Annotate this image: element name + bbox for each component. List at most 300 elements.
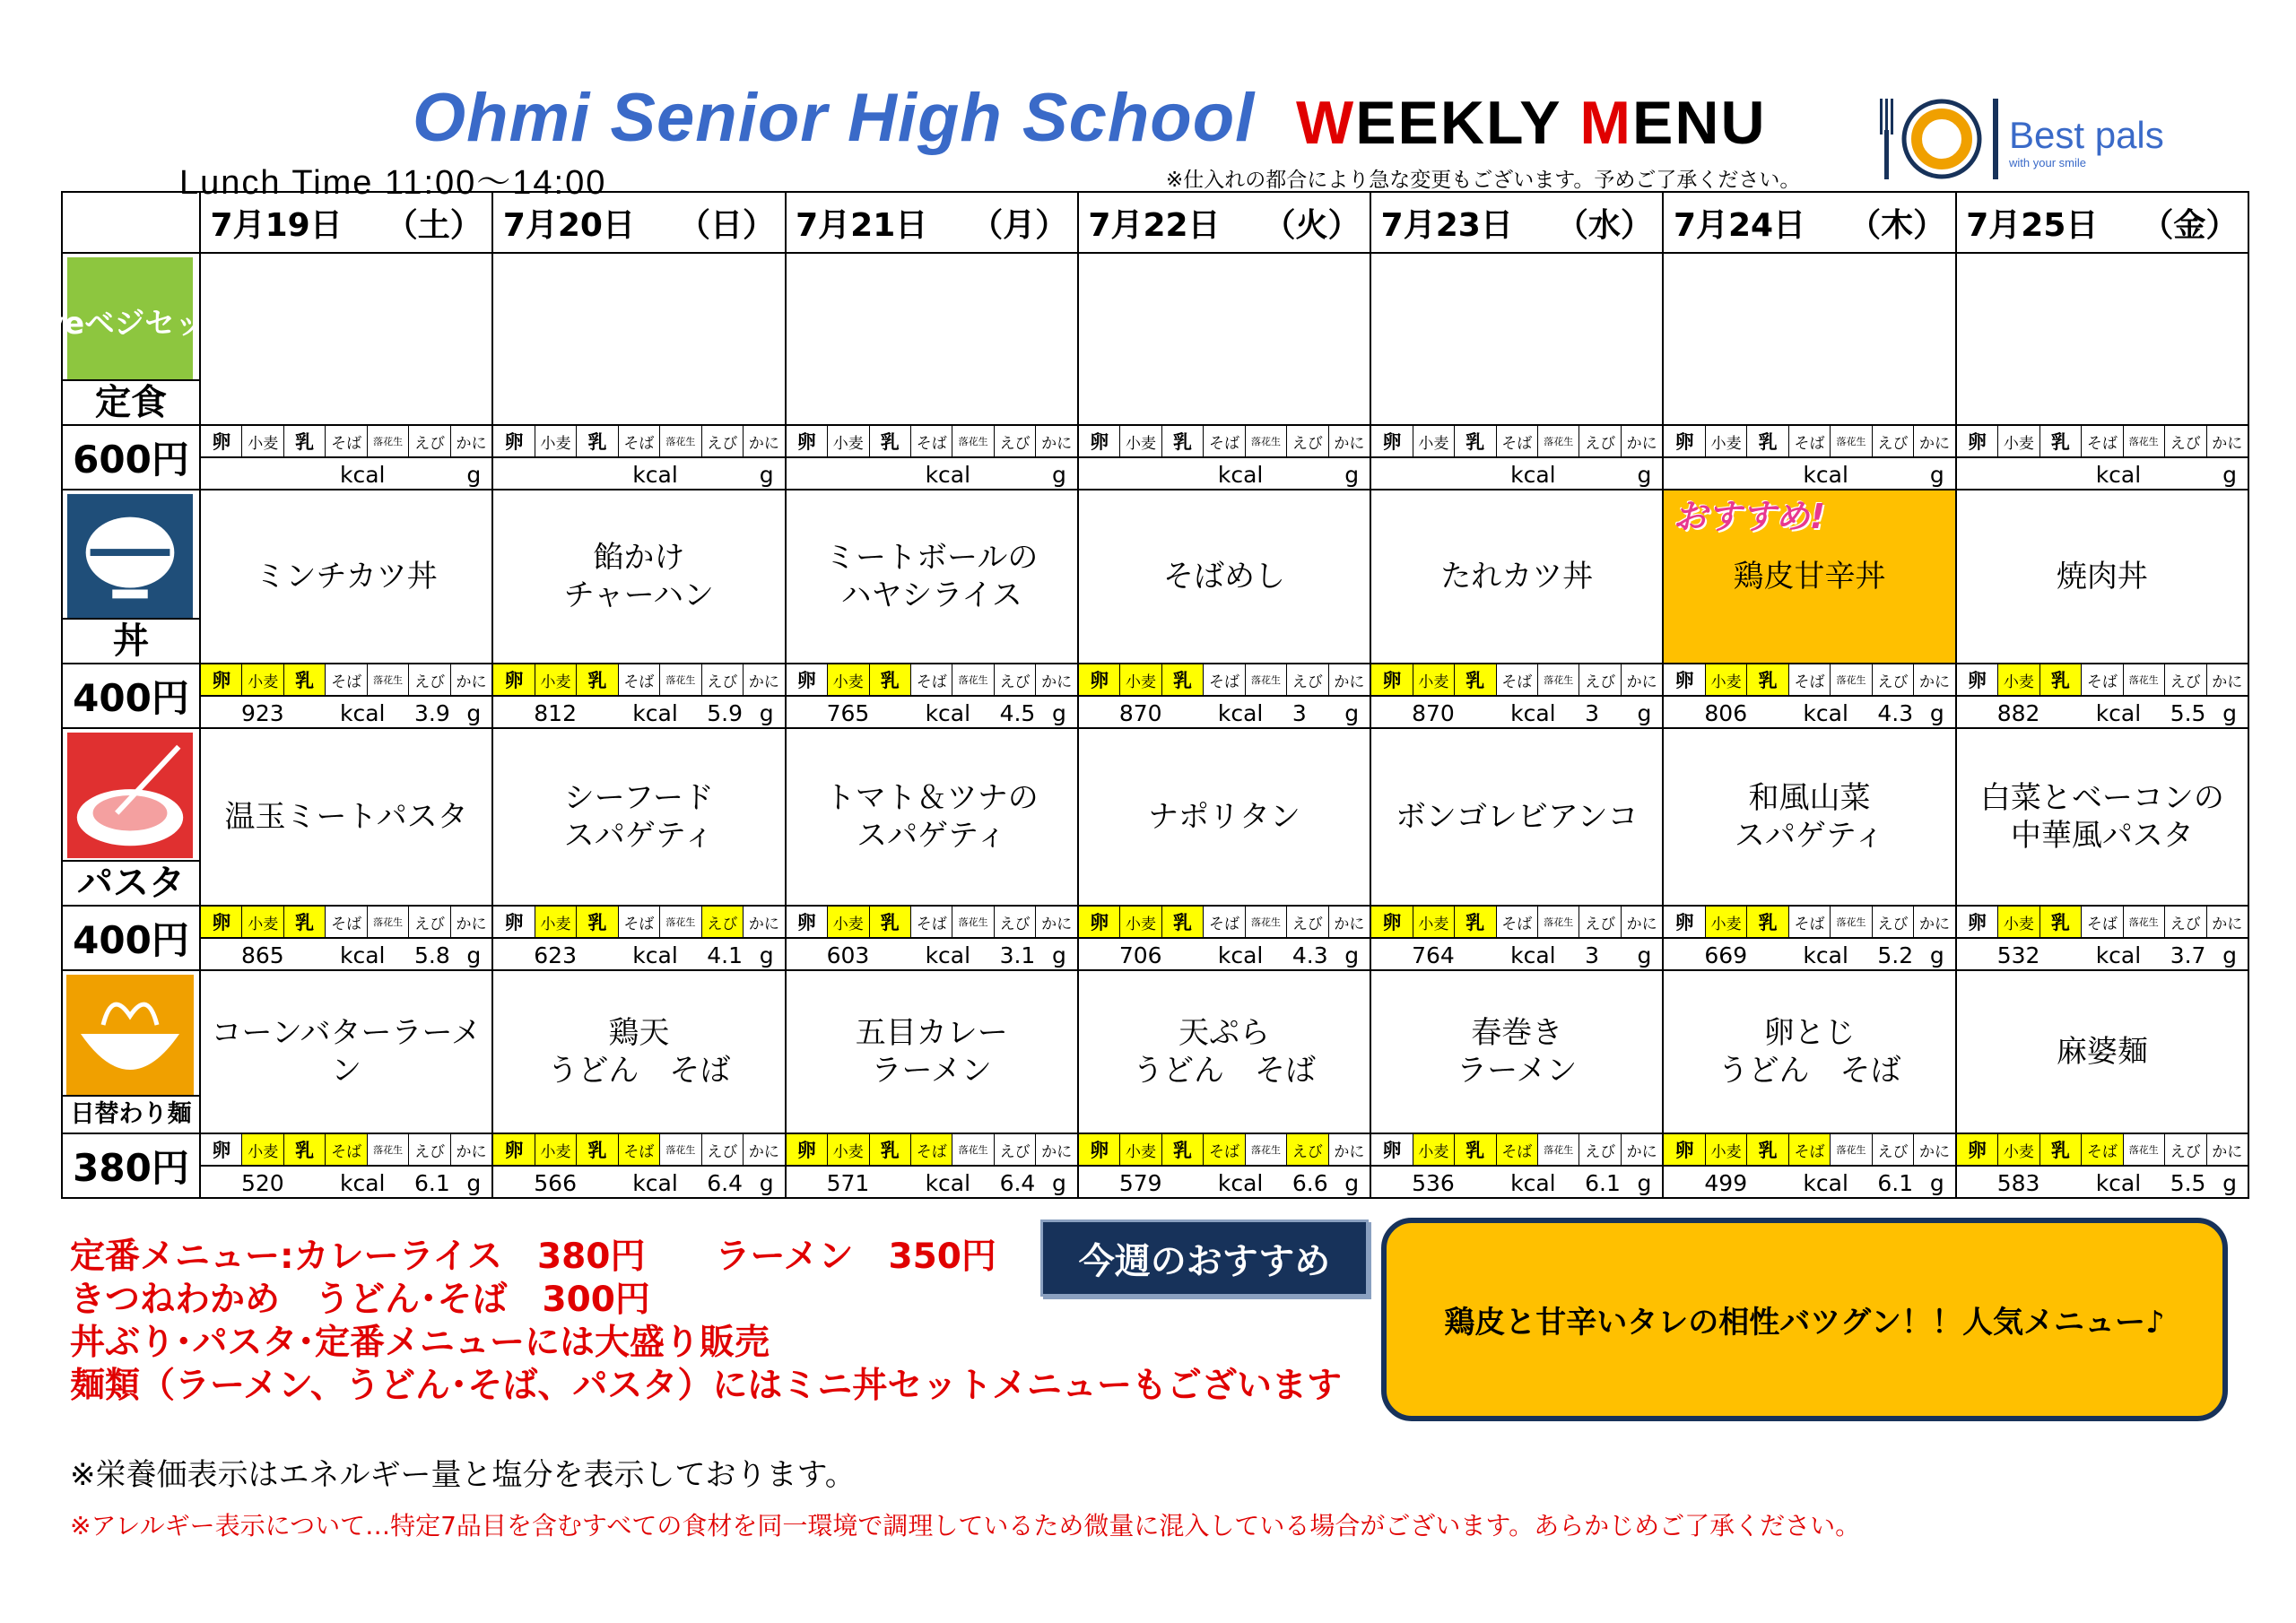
dish-name-line: たれカツ丼 — [1440, 559, 1594, 595]
allergen-list — [201, 664, 491, 695]
allergen-tag: 乳 — [1162, 664, 1204, 695]
allergen-tag: 乳 — [1747, 664, 1788, 695]
allergen-tag: 落花生 — [1538, 426, 1579, 456]
allergen-list — [1079, 1134, 1370, 1165]
kcal-value: 669 — [1704, 942, 1748, 968]
nutrition-values — [787, 458, 1077, 489]
allergen-tag: えび — [2165, 907, 2206, 937]
allergen-tag: 乳 — [577, 907, 618, 937]
nutrition-values — [1957, 1167, 2248, 1197]
dish-name-line: 温玉ミートパスタ — [224, 799, 468, 835]
allergen-tag: かに — [2212, 915, 2243, 933]
dish-cell — [1956, 970, 2248, 1133]
category-label-veggie: 定食 — [63, 379, 199, 424]
allergen-tag: 卵 — [1664, 426, 1705, 456]
salt-unit: g — [1637, 462, 1652, 488]
allergen-tag: 小麦 — [242, 664, 283, 695]
allergen-tag: 乳 — [1747, 1134, 1788, 1165]
salt-unit: g — [1051, 700, 1066, 726]
dish-name-line: 餡かけ — [593, 540, 685, 576]
allergen-tag: そば — [326, 426, 367, 456]
dish-cell — [786, 970, 1078, 1133]
allergen-tag: かに — [1918, 915, 1950, 933]
allergen-tag: かに — [1041, 434, 1073, 453]
allergen-tag: そば — [2082, 426, 2123, 456]
nutrition-values — [787, 1167, 1077, 1197]
dish-cell — [492, 728, 785, 906]
dish-cell — [200, 253, 492, 425]
allergen-tag: 落花生 — [1831, 907, 1872, 937]
salt-unit: g — [1637, 942, 1652, 968]
nutrition-cell — [200, 696, 492, 728]
kcal-value: 499 — [1704, 1170, 1748, 1196]
dish-name-line: ボンゴレビアンコ — [1395, 799, 1639, 835]
date-label: 7月24日 — [1673, 206, 1806, 244]
allergen-tag: 乳 — [284, 907, 326, 937]
allergen-list — [1371, 1134, 1662, 1165]
allergen-list — [1957, 426, 2248, 456]
kcal-unit: kcal — [925, 700, 971, 726]
dish-name-line: 鶏天 — [608, 1015, 670, 1051]
kcal-unit: kcal — [340, 462, 386, 488]
allergen-tag: 卵 — [1664, 907, 1705, 937]
allergen-cell — [1956, 664, 2248, 696]
salt-unit: g — [2222, 462, 2237, 488]
allergen-list — [493, 426, 784, 456]
allergen-list — [493, 907, 784, 937]
allergen-tag: かに — [1626, 673, 1657, 691]
salt-value: 3.9 — [414, 700, 450, 726]
allergen-tag: 落花生 — [1246, 664, 1287, 695]
allergen-tag: 落花生 — [660, 1134, 701, 1165]
salt-value: 5.9 — [707, 700, 744, 726]
nutrition-cell — [1370, 696, 1663, 728]
allergen-tag: 卵 — [1371, 907, 1413, 937]
category-label-pasta: パスタ — [63, 860, 199, 905]
nutrition-cell — [1078, 1166, 1370, 1198]
salt-unit: g — [1344, 462, 1360, 488]
allergen-list — [1957, 1134, 2248, 1165]
allergen-tag: えび — [702, 907, 744, 937]
allergen-tag: えび — [2165, 664, 2206, 695]
weekly-w: W — [1296, 89, 1356, 157]
salt-value: 5.2 — [1877, 942, 1914, 968]
nutrition-cell — [1370, 457, 1663, 490]
allergen-cell — [786, 664, 1078, 696]
allergen-cell — [1370, 425, 1663, 457]
price-don: 400円 — [62, 664, 200, 728]
allergen-list — [1371, 907, 1662, 937]
allergen-tag: そば — [619, 907, 660, 937]
allergen-list — [1664, 664, 1954, 695]
date-header — [492, 192, 785, 253]
nutrition-cell — [1078, 696, 1370, 728]
nutrition-cell — [492, 696, 785, 728]
kcal-value: 583 — [1996, 1170, 2040, 1196]
nutrition-values — [1371, 697, 1662, 727]
allergen-list — [201, 426, 491, 456]
nutrition-cell — [1956, 1166, 2248, 1198]
nutrition-cell — [1956, 696, 2248, 728]
allergen-tag: そば — [326, 664, 367, 695]
salt-unit: g — [759, 700, 774, 726]
dish-name-line: 麻婆麺 — [2056, 1034, 2148, 1070]
salt-unit: g — [1929, 700, 1944, 726]
nutrition-cell — [1956, 938, 2248, 970]
allergen-cell — [492, 664, 785, 696]
dish-cell — [1370, 490, 1663, 664]
date-header — [786, 192, 1078, 253]
weekly-menu-heading — [1296, 88, 1767, 158]
date-header-row — [62, 192, 2248, 253]
allergen-list — [787, 426, 1077, 456]
allergen-tag: えび — [995, 907, 1036, 937]
kcal-unit: kcal — [925, 462, 971, 488]
allergen-tag: 小麦 — [1706, 907, 1747, 937]
nutrition-values — [493, 1167, 784, 1197]
allergen-tag: 卵 — [787, 1134, 828, 1165]
weekly-m: M — [1579, 89, 1632, 157]
allergen-tag: 卵 — [1957, 664, 1998, 695]
logo-name: Best pals — [2009, 114, 2164, 156]
kcal-unit: kcal — [1510, 1170, 1556, 1196]
allergen-tag: 落花生 — [2124, 664, 2165, 695]
allergen-tag: かに — [1918, 434, 1950, 453]
allergen-tag: えび — [702, 664, 744, 695]
allergen-tag: 乳 — [870, 664, 911, 695]
kcal-unit: kcal — [632, 1170, 678, 1196]
veggie-set-logo — [25, 254, 235, 386]
allergen-tag: 落花生 — [2124, 1134, 2165, 1165]
nutrition-values — [1664, 939, 1954, 969]
category-label-noodle: 日替わり麺 — [63, 1095, 199, 1133]
allergen-tag: えび — [1579, 426, 1621, 456]
allergen-tag: かに — [456, 673, 487, 691]
allergen-tag: かに — [456, 434, 487, 453]
allergen-tag: えび — [1579, 1134, 1621, 1165]
salt-value: 4.3 — [1292, 942, 1328, 968]
allergen-tag: そば — [1497, 664, 1538, 695]
weekly-enu: ENU — [1631, 89, 1767, 157]
dish-row-veggie — [62, 253, 2248, 425]
allergen-tag: 落花生 — [1538, 664, 1579, 695]
allergen-list — [1079, 664, 1370, 695]
allergen-tag: そば — [1789, 426, 1831, 456]
allergen-tag: 小麦 — [828, 426, 869, 456]
allergen-tag: そば — [619, 426, 660, 456]
allergen-tag: そば — [326, 907, 367, 937]
allergen-list — [1664, 426, 1954, 456]
dish-name-line: トマト＆ツナの — [824, 780, 1039, 816]
salt-value: 6.1 — [414, 1170, 450, 1196]
allergen-tag: 小麦 — [1120, 907, 1161, 937]
allergen-tag: そば — [619, 664, 660, 695]
allergen-tag: 卵 — [493, 664, 535, 695]
kcal-value: 882 — [1996, 700, 2040, 726]
allergen-list — [1664, 1134, 1954, 1165]
allergen-tag: 乳 — [284, 426, 326, 456]
allergen-cell — [1078, 425, 1370, 457]
nutrition-cell — [1663, 696, 1955, 728]
kcal-unit: kcal — [2095, 462, 2142, 488]
allergen-tag: そば — [911, 1134, 952, 1165]
allergen-tag: えび — [2165, 1134, 2206, 1165]
kcal-value: 623 — [534, 942, 577, 968]
nutrition-cell — [1663, 1166, 1955, 1198]
dish-cell — [200, 728, 492, 906]
allergen-tag: 卵 — [201, 664, 242, 695]
category-cell-noodle — [62, 970, 200, 1133]
allergen-tag: えび — [409, 664, 450, 695]
allergen-tag: かに — [2212, 1142, 2243, 1161]
lunch-time: Lunch Time 11:00～14:00 — [179, 164, 607, 202]
allergen-row-veggie — [62, 425, 2248, 457]
allergen-tag: えび — [1873, 907, 1914, 937]
allergen-tag: そば — [1789, 907, 1831, 937]
red-note-line: きつねわかめ うどん･そば 300円 — [70, 1280, 650, 1320]
noodle-bowl-icon — [63, 971, 197, 1106]
salt-value: 6.1 — [1585, 1170, 1621, 1196]
allergen-tag: えび — [995, 664, 1036, 695]
price-veggie: 600円 — [62, 425, 200, 490]
allergen-tag: 乳 — [870, 1134, 911, 1165]
allergen-tag: 小麦 — [1120, 426, 1161, 456]
nutrition-values — [1079, 697, 1370, 727]
category-cell-don — [62, 490, 200, 664]
nutrition-cell — [492, 457, 785, 490]
allergen-tag: そば — [911, 907, 952, 937]
kcal-value: 566 — [534, 1170, 577, 1196]
salt-unit: g — [1344, 700, 1360, 726]
salt-value: 4.3 — [1877, 700, 1914, 726]
kcal-value: 536 — [1412, 1170, 1455, 1196]
dish-cell — [492, 490, 785, 664]
allergen-tag: 卵 — [1079, 664, 1120, 695]
kcal-unit: kcal — [925, 942, 971, 968]
allergen-cell — [200, 425, 492, 457]
allergen-cell — [1370, 906, 1663, 938]
kcal-value: 865 — [241, 942, 284, 968]
allergen-tag: かに — [1334, 434, 1365, 453]
salt-unit: g — [1637, 700, 1652, 726]
allergen-list — [201, 1134, 491, 1165]
nutrition-cell — [1370, 938, 1663, 970]
allergen-tag: 乳 — [2040, 1134, 2082, 1165]
salt-unit: g — [1344, 942, 1360, 968]
allergen-tag: 卵 — [493, 426, 535, 456]
dish-row-pasta — [62, 728, 2248, 906]
allergen-tag: えび — [1873, 426, 1914, 456]
salt-unit: g — [1637, 1170, 1652, 1196]
allergen-tag: かに — [2212, 434, 2243, 453]
allergen-tag: 小麦 — [242, 1134, 283, 1165]
allergen-tag: 小麦 — [1998, 907, 2039, 937]
salt-unit: g — [466, 462, 482, 488]
allergen-tag: 小麦 — [1120, 664, 1161, 695]
allergen-tag: そば — [2082, 664, 2123, 695]
allergen-tag: かに — [748, 673, 779, 691]
allergen-tag: 卵 — [201, 1134, 242, 1165]
allergen-tag: 卵 — [201, 907, 242, 937]
allergen-tag: 乳 — [870, 907, 911, 937]
dish-name-line: 白菜とベーコンの — [1979, 780, 2224, 816]
allergen-tag: えび — [1287, 426, 1328, 456]
salt-unit: g — [2222, 942, 2237, 968]
allergen-cell — [786, 1133, 1078, 1166]
allergen-tag: 卵 — [787, 907, 828, 937]
nutrition-values — [1664, 697, 1954, 727]
salt-value: 6.1 — [1877, 1170, 1914, 1196]
dish-name-line: ラーメン — [871, 1053, 992, 1089]
price-noodle: 380円 — [62, 1133, 200, 1198]
salt-value: 3.1 — [999, 942, 1036, 968]
nutrition-cell — [492, 1166, 785, 1198]
dish-cell — [1956, 253, 2248, 425]
weekly-eekly: EEKLY — [1355, 89, 1580, 157]
allergen-tag: 卵 — [493, 1134, 535, 1165]
allergen-tag: 乳 — [2040, 907, 2082, 937]
salt-value: 3 — [1292, 700, 1307, 726]
allergen-cell — [1663, 425, 1955, 457]
allergen-tag: かに — [748, 915, 779, 933]
allergen-tag: かに — [1334, 673, 1365, 691]
weekday-label: （金） — [2141, 206, 2239, 244]
allergen-tag: かに — [1334, 1142, 1365, 1161]
salt-value: 6.4 — [999, 1170, 1036, 1196]
weekday-label: （日） — [677, 206, 775, 244]
allergen-list — [1664, 907, 1954, 937]
dish-name-line: ナポリタン — [1147, 799, 1300, 835]
allergen-tag: 卵 — [201, 426, 242, 456]
allergen-tag: 落花生 — [952, 907, 994, 937]
dish-cell — [1078, 253, 1370, 425]
allergen-tag: かに — [748, 434, 779, 453]
salt-value: 6.6 — [1292, 1170, 1328, 1196]
allergen-list — [787, 664, 1077, 695]
salt-unit: g — [1344, 1170, 1360, 1196]
allergen-tag: 小麦 — [1998, 426, 2039, 456]
kcal-value: 764 — [1412, 942, 1455, 968]
nutrition-values — [1957, 697, 2248, 727]
allergen-row-pasta — [62, 906, 2248, 938]
allergen-cell — [1370, 664, 1663, 696]
dish-name-line: 五目カレー — [855, 1015, 1008, 1051]
nutrition-values — [1957, 458, 2248, 489]
dish-name-line: 春巻き — [1471, 1015, 1563, 1051]
allergen-tag: 小麦 — [535, 426, 577, 456]
pasta-icon — [63, 729, 197, 862]
date-label: 7月20日 — [502, 206, 635, 244]
allergen-tag: 落花生 — [1246, 1134, 1287, 1165]
date-label: 7月22日 — [1088, 206, 1221, 244]
allergen-tag: 卵 — [1957, 426, 1998, 456]
kcal-unit: kcal — [2095, 1170, 2142, 1196]
nutrition-cell — [786, 1166, 1078, 1198]
allergen-cell — [1956, 1133, 2248, 1166]
allergen-tag: えび — [2165, 426, 2206, 456]
nutrition-cell — [1078, 457, 1370, 490]
salt-unit: g — [1051, 1170, 1066, 1196]
kcal-unit: kcal — [340, 1170, 386, 1196]
allergen-tag: そば — [1204, 1134, 1245, 1165]
nutrition-values — [201, 697, 491, 727]
allergen-tag: 落花生 — [1831, 1134, 1872, 1165]
dish-cell — [200, 490, 492, 664]
allergen-tag: えび — [1579, 907, 1621, 937]
kcal-unit: kcal — [632, 462, 678, 488]
dish-name-line: うどん そば — [1718, 1053, 1901, 1089]
kcal-unit: kcal — [925, 1170, 971, 1196]
allergen-tag: 乳 — [1162, 426, 1204, 456]
allergen-tag: えび — [1873, 1134, 1914, 1165]
allergen-tag: そば — [911, 664, 952, 695]
allergen-cell — [1078, 906, 1370, 938]
school-title: Ohmi Senior High School — [413, 80, 1256, 156]
allergen-tag: 落花生 — [2124, 907, 2165, 937]
dish-name-line: ラーメン — [1457, 1053, 1578, 1089]
allergen-tag: かに — [1918, 673, 1950, 691]
category-cell-veggie — [25, 253, 235, 425]
dish-name-line: 卵とじ — [1763, 1015, 1856, 1051]
kcal-value: 806 — [1704, 700, 1748, 726]
date-header — [1663, 192, 1955, 253]
logo-tagline: with your smile — [2009, 156, 2086, 169]
allergen-list — [493, 1134, 784, 1165]
allergen-tag: かに — [2212, 673, 2243, 691]
salt-unit: g — [2222, 1170, 2237, 1196]
allergen-tag: かに — [1041, 673, 1073, 691]
allergen-tag: かに — [456, 1142, 487, 1161]
salt-value: 5.5 — [2170, 700, 2206, 726]
allergen-tag: 乳 — [1747, 426, 1788, 456]
red-note-line: 丼ぶり･パスタ･定番メニューには大盛り販売 — [70, 1323, 770, 1363]
kcal-unit: kcal — [1510, 700, 1556, 726]
nutrition-values — [787, 939, 1077, 969]
date-header — [1078, 192, 1370, 253]
allergen-tag: 落花生 — [1246, 907, 1287, 937]
allergen-tag: 落花生 — [952, 664, 994, 695]
dish-cell — [1663, 970, 1955, 1133]
nutrition-row-don — [62, 696, 2248, 728]
allergen-tag: 落花生 — [660, 426, 701, 456]
allergen-tag: 落花生 — [2124, 426, 2165, 456]
dish-name-line: ミートボールの — [825, 540, 1039, 576]
allergen-tag: 落花生 — [368, 426, 409, 456]
osusume-badge: おすすめ! — [1673, 497, 1826, 536]
nutrition-row-pasta — [62, 938, 2248, 970]
salt-unit: g — [1051, 462, 1066, 488]
kcal-value: 532 — [1996, 942, 2040, 968]
allergen-tag: 乳 — [577, 664, 618, 695]
allergen-list — [201, 907, 491, 937]
kcal-value: 520 — [241, 1170, 284, 1196]
salt-value: 6.4 — [707, 1170, 744, 1196]
allergen-tag: 卵 — [1664, 1134, 1705, 1165]
salt-unit: g — [759, 942, 774, 968]
allergen-tag: 卵 — [1371, 1134, 1413, 1165]
weekday-label: （土） — [385, 206, 483, 244]
allergy-note: ※アレルギー表示について…特定7品目を含むすべての食材を同一環境で調理しているため微量に混入している場合がございます。あらかじめご了承ください。 — [70, 1511, 1861, 1541]
allergen-tag: えび — [702, 426, 744, 456]
dish-cell — [1956, 728, 2248, 906]
dish-row-don — [62, 490, 2248, 664]
allergen-tag: 乳 — [284, 1134, 326, 1165]
allergen-tag: 小麦 — [828, 907, 869, 937]
salt-value: 3 — [1585, 942, 1600, 968]
salt-unit: g — [2222, 700, 2237, 726]
nutrition-values — [1371, 1167, 1662, 1197]
date-label: 7月19日 — [210, 206, 343, 244]
